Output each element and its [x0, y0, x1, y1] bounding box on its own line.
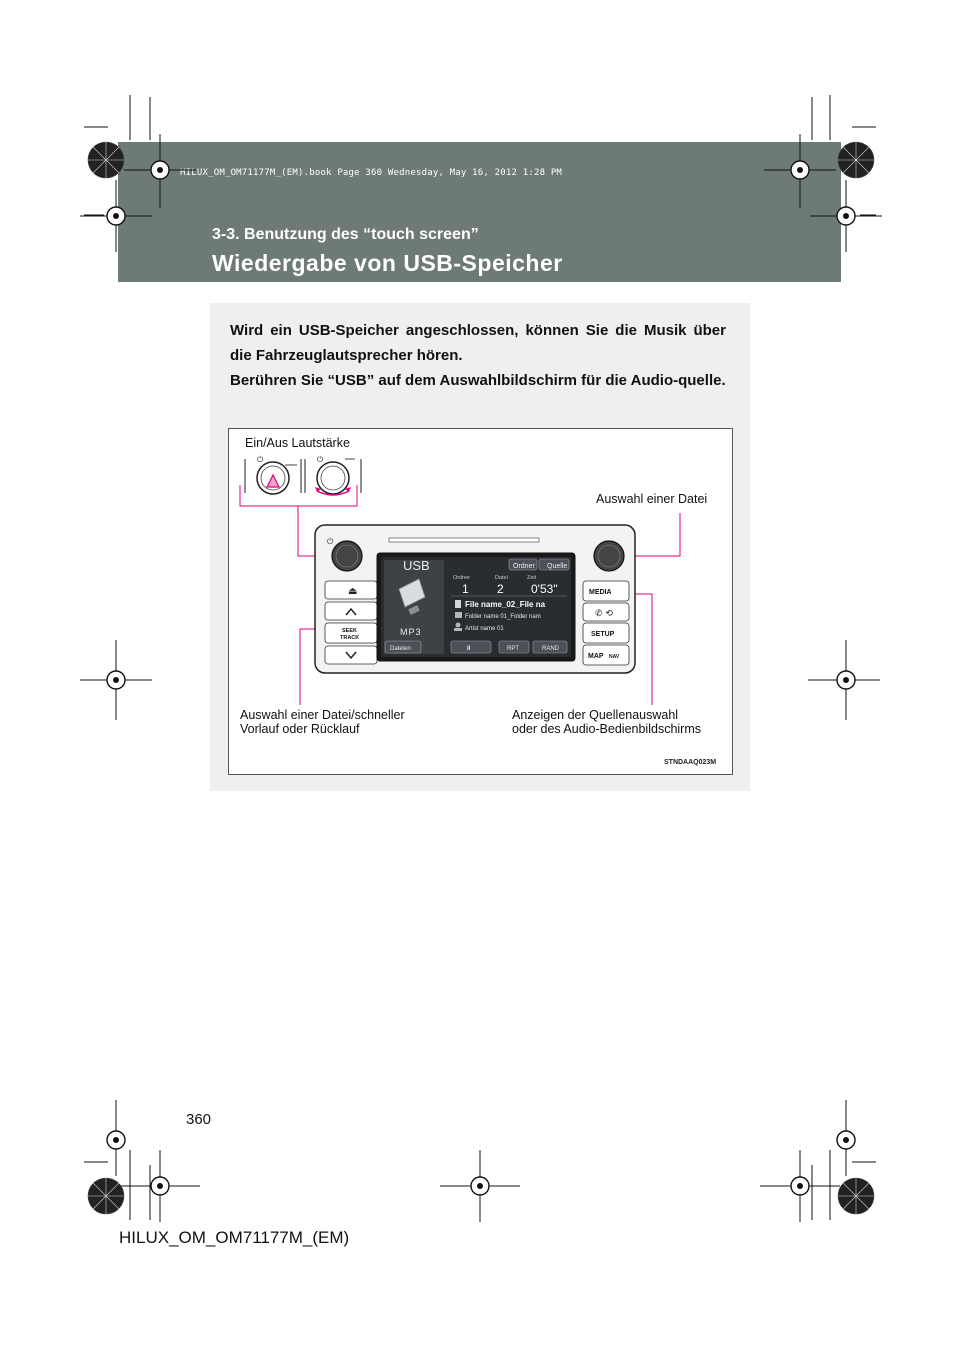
page-title: Wiedergabe von USB-Speicher: [212, 250, 563, 276]
svg-text:⏻: ⏻: [257, 455, 264, 464]
screen-file-name: File name_02_File na: [465, 600, 546, 609]
callout-select-file: Auswahl einer Datei: [596, 492, 708, 506]
callout-seek-line-1: Auswahl einer Datei/schneller: [240, 708, 405, 722]
screen-rpt-button: RPT: [507, 646, 519, 652]
intro-line-2: Berühren Sie “USB” auf dem Auswahlbildschirm für die Audio-quelle.: [230, 372, 726, 389]
nav-button-label: NAV: [609, 654, 620, 660]
intro-line-1: Wird ein USB-Speicher angeschlossen, können Sie die Musik über die Fahrzeuglautsprecher hören.: [230, 322, 726, 364]
page-number: 360: [186, 1111, 212, 1128]
screen-tab-source: Quelle: [547, 563, 568, 570]
footer-code: HILUX_OM_OM71177M_(EM): [119, 1228, 350, 1247]
screen-tab-folder: Ordner: [513, 563, 535, 570]
screen-file-number: 2: [497, 582, 504, 596]
screen-rand-button: RAND: [542, 646, 560, 652]
media-button-label: MEDIA: [589, 589, 612, 596]
screen-folder-number: 1: [462, 582, 469, 596]
screen-pause-button: II: [467, 646, 471, 652]
svg-text:⏻: ⏻: [317, 455, 324, 464]
screen-files-button: Dateien: [390, 646, 411, 652]
setup-button-label: SETUP: [591, 631, 615, 638]
screen-time: 0'53": [531, 582, 558, 596]
figure-code: STNDAAQ023M: [664, 759, 717, 766]
track-button-label: TRACK: [340, 635, 360, 641]
screen-col-time: Zeit: [527, 575, 537, 581]
svg-text:⏏: ⏏: [348, 586, 358, 597]
screen-artist-name: Artist name 01: [465, 626, 504, 632]
screen-folder-name: Folder name 01_Folder nam: [465, 614, 541, 620]
screen-col-file: Datei: [495, 575, 508, 581]
screen-col-folder: Ordner: [453, 575, 471, 581]
map-button-label: MAP: [588, 653, 604, 660]
callout-source-line-2: oder des Audio-Bedienbildschirms: [512, 722, 701, 736]
callout-source-line-1: Anzeigen der Quellenauswahl: [512, 708, 679, 722]
section-heading: 3-3. Benutzung des “touch screen”: [212, 226, 479, 243]
book-info: HILUX_OM_OM71177M_(EM).book Page 360 Wednesday, May 16, 2012 1:28 PM: [180, 168, 563, 178]
svg-text:⏻: ⏻: [327, 537, 334, 546]
svg-text:✆ ⟲: ✆ ⟲: [595, 609, 613, 619]
screen-format-label: MP3: [400, 627, 422, 637]
screen-source-label: USB: [403, 558, 430, 573]
callout-power-volume: Ein/Aus Lautstärke: [245, 436, 350, 450]
callout-seek-line-2: Vorlauf oder Rücklauf: [240, 722, 360, 736]
seek-button-label: SEEK: [342, 628, 357, 634]
